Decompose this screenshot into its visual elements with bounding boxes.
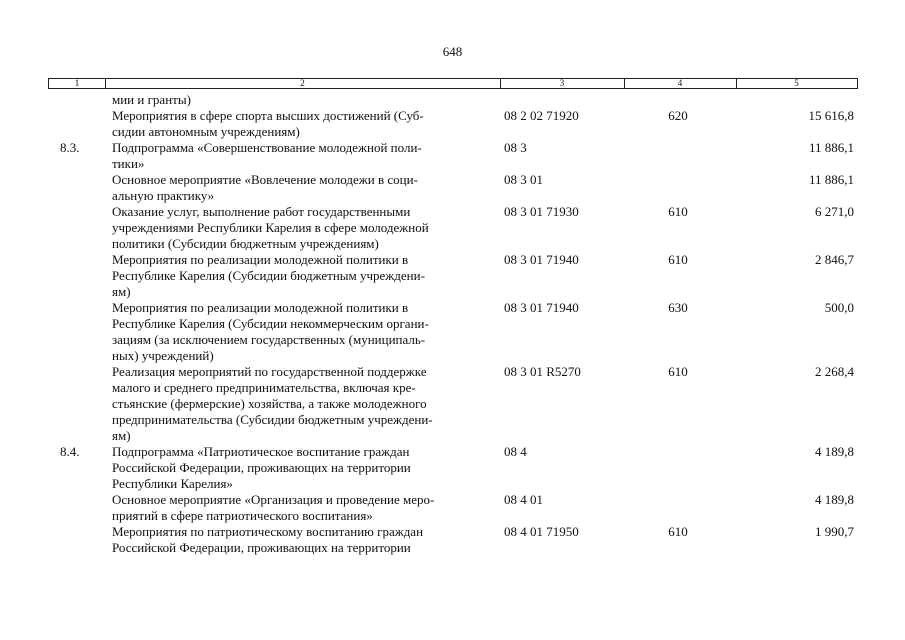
row-code: 08 4 01 71950 [504,524,579,539]
table-row [0,444,905,492]
description-line: стьянские (фермерские) хозяйства, а также молодежного [112,396,427,411]
table-row [0,364,905,444]
description-line: Мероприятия по реализации молодежной политики в [112,300,409,315]
table-row [0,492,905,524]
row-description [112,444,497,492]
description-line: Реализация мероприятий по государственной поддержке [112,364,427,379]
row-description [112,140,497,172]
row-description [112,172,497,204]
description-line: учреждениями Республики Карелия в сфере молодежной [112,220,429,235]
description-line: Мероприятия по реализации молодежной политики в [112,252,409,267]
row-code: 08 4 [504,444,527,459]
table-row [0,108,905,140]
row-number: 8.4. [60,444,80,459]
description-line: Республике Карелия (Субсидии некоммерческим органи- [112,316,429,331]
row-amount: 6 271,0 [815,204,854,219]
row-amount: 11 886,1 [808,172,854,187]
row-code: 08 2 02 71920 [504,108,579,123]
table-header [48,78,858,89]
table-row [0,300,905,364]
description-line: Основное мероприятие «Вовлечение молодежи в соци- [112,172,418,187]
row-expense-type: 610 [668,364,688,379]
row-description [112,492,497,524]
description-line: политики (Субсидии бюджетным учреждениям) [112,236,379,251]
description-line: тики» [112,156,145,171]
description-line: альную практику» [112,188,215,203]
row-code: 08 3 01 [504,172,543,187]
description-line: малого и среднего предпринимательства, включая кре- [112,380,416,395]
row-description [112,524,497,556]
table-row [0,92,905,108]
description-line: ям) [112,428,131,443]
row-description [112,204,497,252]
row-description [112,108,497,140]
table-row [0,252,905,300]
table-body [0,92,905,556]
description-line: Подпрограмма «Совершенствование молодежной поли- [112,140,422,155]
description-line: ям) [112,284,131,299]
row-description [112,92,497,108]
row-expense-type: 610 [668,524,688,539]
row-code: 08 3 01 71940 [504,252,579,267]
description-line: зациям (за исключением государственных (муниципаль- [112,332,426,347]
table-row [0,140,905,172]
description-line: Мероприятия по патриотическому воспитанию граждан [112,524,424,539]
row-expense-type: 630 [668,300,688,315]
header-col-4: 4 [677,78,683,88]
description-line: мии и гранты) [112,92,191,107]
row-description [112,252,497,300]
row-amount: 2 846,7 [815,252,854,267]
description-line: Мероприятия в сфере спорта высших достижений (Суб- [112,108,424,123]
row-code: 08 3 [504,140,527,155]
row-number: 8.3. [60,140,80,155]
description-line: Российской Федерации, проживающих на территории [112,540,411,555]
description-line: приятий в сфере патриотического воспитания» [112,508,373,523]
description-line: ных) учреждений) [112,348,214,363]
header-col-1: 1 [74,78,80,88]
row-description [112,364,497,444]
description-line: Республики Карелия» [112,476,233,491]
page-number: 648 [442,44,463,59]
header-col-2: 2 [300,78,305,88]
header-col-5: 5 [794,78,799,88]
row-amount: 500,0 [824,300,854,315]
row-code: 08 4 01 [504,492,543,507]
row-amount: 4 189,8 [815,492,854,507]
header-col-3: 3 [559,78,565,88]
description-line: Основное мероприятие «Организация и проведение меро- [112,492,435,507]
row-amount: 4 189,8 [815,444,854,459]
row-description [112,300,497,364]
row-expense-type: 610 [668,204,688,219]
table-row [0,524,905,556]
row-amount: 15 616,8 [808,108,854,123]
description-line: Подпрограмма «Патриотическое воспитание граждан [112,444,410,459]
description-line: предпринимательства (Субсидии бюджетным учреждени- [112,412,433,427]
row-amount: 2 268,4 [815,364,854,379]
row-code: 08 3 01 R5270 [504,364,581,379]
description-line: сидии автономным учреждениям) [112,124,300,139]
row-expense-type: 610 [668,252,688,267]
description-line: Российской Федерации, проживающих на территории [112,460,411,475]
table-row [0,204,905,252]
row-amount: 11 886,1 [808,140,854,155]
row-expense-type: 620 [668,108,688,123]
row-code: 08 3 01 71930 [504,204,579,219]
table-row [0,172,905,204]
row-amount: 1 990,7 [815,524,854,539]
row-code: 08 3 01 71940 [504,300,579,315]
description-line: Республике Карелия (Субсидии бюджетным учреждени- [112,268,425,283]
description-line: Оказание услуг, выполнение работ государственными [112,204,411,219]
